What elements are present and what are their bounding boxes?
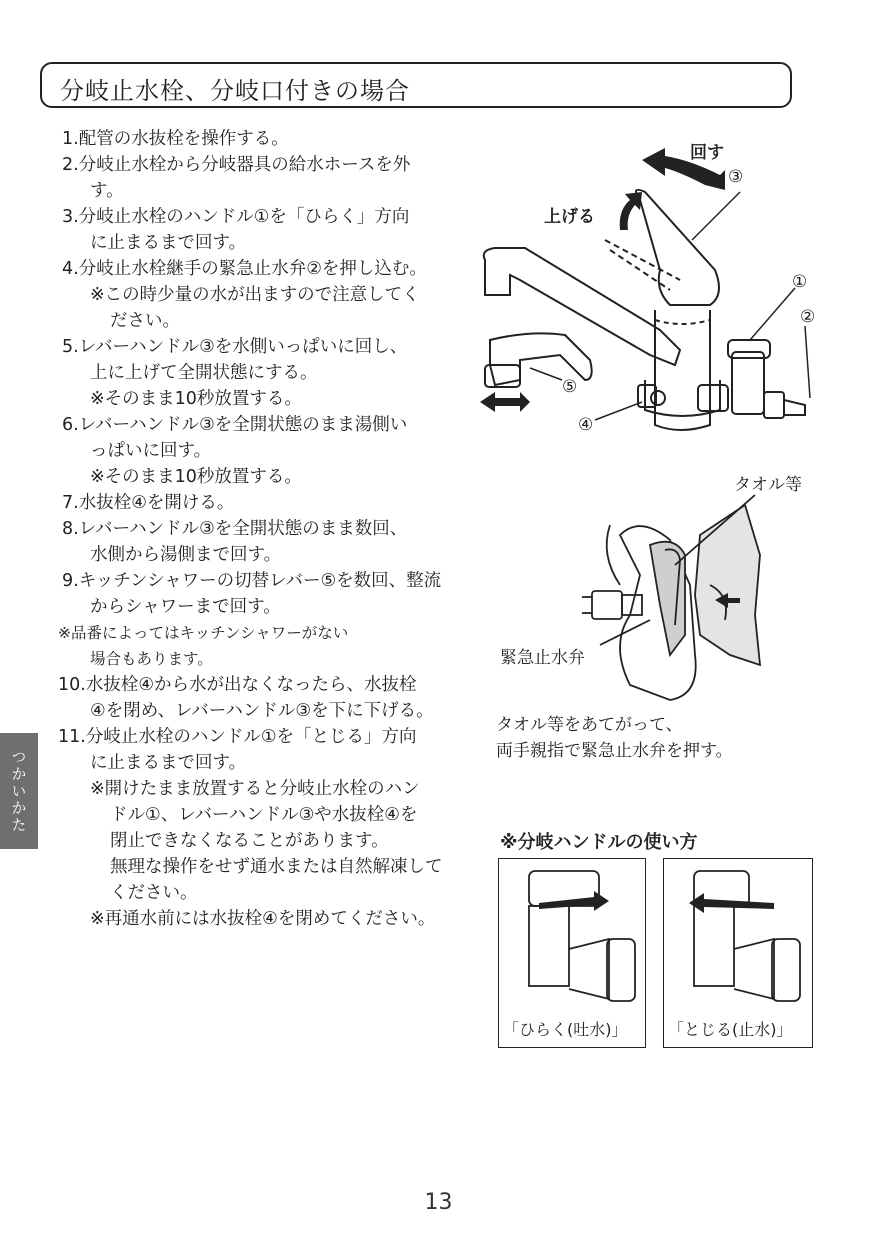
step-11-note-3: 閉止できなくなることがあります。 bbox=[110, 831, 389, 851]
step-11-cont: に止まるまで回す。 bbox=[90, 753, 247, 773]
step-11-note: ※開けたまま放置すると分岐止水栓のハン bbox=[90, 779, 420, 799]
step-9-note: ※品番によってはキッチンシャワーがない bbox=[58, 624, 349, 642]
step-5: 5.レバーハンドル③を水側いっぱいに回し、 bbox=[62, 337, 408, 357]
towel-caption-2: 両手親指で緊急止水弁を押す。 bbox=[496, 741, 733, 761]
step-11: 11.分岐止水栓のハンドル①を「とじる」方向 bbox=[58, 727, 417, 747]
handle-close-panel bbox=[663, 858, 813, 1048]
section-title: 分岐止水栓、分岐口付きの場合 bbox=[60, 77, 410, 105]
towel-caption-1: タオル等をあてがって、 bbox=[496, 715, 683, 735]
step-4-note-cont: ださい。 bbox=[110, 311, 180, 331]
label-towel: タオル等 bbox=[734, 475, 802, 495]
step-3-cont: に止まるまで回す。 bbox=[90, 233, 247, 253]
section-title-box bbox=[40, 62, 792, 108]
step-10: 10.水抜栓④から水が出なくなったら、水抜栓 bbox=[58, 675, 417, 695]
label-num-5: ⑤ bbox=[562, 377, 578, 397]
label-lift: 上げる bbox=[544, 207, 595, 227]
step-4-note: ※この時少量の水が出ますので注意してく bbox=[90, 285, 420, 305]
step-10-cont: ④を閉め、レバーハンドル③を下に下げる。 bbox=[90, 701, 434, 721]
step-11-note-5: ください。 bbox=[110, 883, 198, 903]
step-2-cont: す。 bbox=[90, 181, 124, 201]
step-7: 7.水抜栓④を開ける。 bbox=[62, 493, 235, 513]
valve-open-illustration bbox=[499, 859, 647, 1019]
label-emergency-valve: 緊急止水弁 bbox=[500, 648, 585, 668]
label-open: 「ひらく(吐水)」 bbox=[503, 1020, 628, 1039]
page-number: 13 bbox=[424, 1190, 453, 1215]
label-close: 「とじる(止水)」 bbox=[668, 1020, 793, 1039]
step-9-note-cont: 場合もあります。 bbox=[90, 650, 213, 668]
label-num-4: ④ bbox=[578, 415, 594, 435]
handle-open-panel bbox=[498, 858, 646, 1048]
step-6: 6.レバーハンドル③を全開状態のまま湯側い bbox=[62, 415, 408, 435]
step-5-cont: 上に上げて全開状態にする。 bbox=[90, 363, 318, 383]
towel-hands-illustration bbox=[500, 495, 820, 705]
step-2: 2.分岐止水栓から分岐器具の給水ホースを外 bbox=[62, 155, 411, 175]
label-num-3: ③ bbox=[728, 167, 744, 187]
step-8-cont: 水側から湯側まで回す。 bbox=[90, 545, 282, 565]
step-3: 3.分岐止水栓のハンドル①を「ひらく」方向 bbox=[62, 207, 410, 227]
step-11-note-2: ドル①、レバーハンドル③や水抜栓④を bbox=[110, 805, 418, 825]
side-tab: つかいかた bbox=[0, 733, 38, 849]
label-num-2: ② bbox=[800, 307, 816, 327]
step-9: 9.キッチンシャワーの切替レバー⑤を数回、整流 bbox=[62, 571, 442, 591]
step-11-note-6: ※再通水前には水抜栓④を閉めてください。 bbox=[90, 909, 436, 929]
label-num-1: ① bbox=[792, 272, 808, 292]
handle-usage-heading: ※分岐ハンドルの使い方 bbox=[500, 832, 698, 853]
step-list bbox=[58, 126, 482, 932]
step-11-note-4: 無理な操作をせず通水または自然解凍して bbox=[110, 857, 443, 877]
faucet-illustration bbox=[470, 130, 830, 470]
step-5-note: ※そのまま10秒放置する。 bbox=[90, 389, 302, 409]
step-8: 8.レバーハンドル③を全開状態のまま数回、 bbox=[62, 519, 408, 539]
step-6-note: ※そのまま10秒放置する。 bbox=[90, 467, 302, 487]
label-turn: 回す bbox=[690, 143, 724, 163]
step-1: 1.配管の水抜栓を操作する。 bbox=[62, 129, 289, 149]
step-4: 4.分岐止水栓継手の緊急止水弁②を押し込む。 bbox=[62, 259, 427, 279]
valve-close-illustration bbox=[664, 859, 814, 1019]
step-6-cont: っぱいに回す。 bbox=[90, 441, 212, 461]
step-9-cont: からシャワーまで回す。 bbox=[90, 597, 281, 617]
